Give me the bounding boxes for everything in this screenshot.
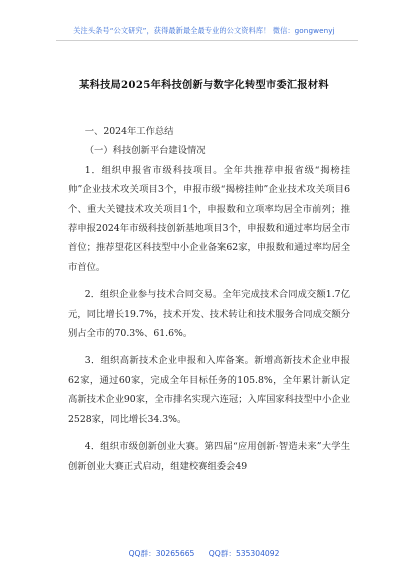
subsection-heading: （一）科技创新平台建设情况 — [84, 145, 206, 157]
footer-contacts — [0, 548, 408, 559]
paragraph-2: 2．组织企业参与技术合同交易。全年完成技术合同成交额1.7亿元，同比增长19.7%，技术开发、技术转让和技术服务合同成交额分别占全市的70.3%、61.6%。 — [68, 289, 350, 340]
document-title: 某科技局2025年科技创新与数字化转型市委汇报材料 — [79, 79, 329, 91]
header-divider — [56, 40, 358, 41]
paragraph-3: 3．组织高新技术企业申报和入库备案。新增高新技术企业申报62家，通过60家，完成全年目标任务的105.8%，全年累计新认定高新技术企业90家，全市排名实现六连冠；入库国家科技型中小企业2528家，同比增长34.3%。 — [68, 355, 350, 425]
footer-qq-group-2[interactable]: QQ群：535304092 — [208, 549, 280, 558]
paragraph-1: 1．组织申报省市级科技项目。全年共推荐申报省级“揭榜挂帅”企业技术攻关项目3个，申报市级“揭榜挂帅”企业技术攻关项目6个、重大关键技术攻关项目1个，申报数和立项率均居全市前列；推荐申报2024年市级科技创新基地项目3个，申报数和通过率均居全市首位；推荐望花区科技型中小企业备案62家，申报数和通过率均居全市首位。 — [68, 164, 350, 273]
paragraph-4: 4．组织市级创新创业大赛。第四届“应用创新·智造未来”大学生创新创业大赛正式启动，组建校赛组委会49 — [68, 441, 350, 472]
header-banner[interactable]: 关注头条号“公文研究”，获得最新最全最专业的公文资料库！ 微信：gongwenyj — [73, 26, 335, 35]
footer-qq-group-1[interactable]: QQ群：30265665 — [128, 549, 195, 558]
document-body — [68, 122, 350, 476]
section-heading: 一、2024年工作总结 — [84, 126, 174, 137]
